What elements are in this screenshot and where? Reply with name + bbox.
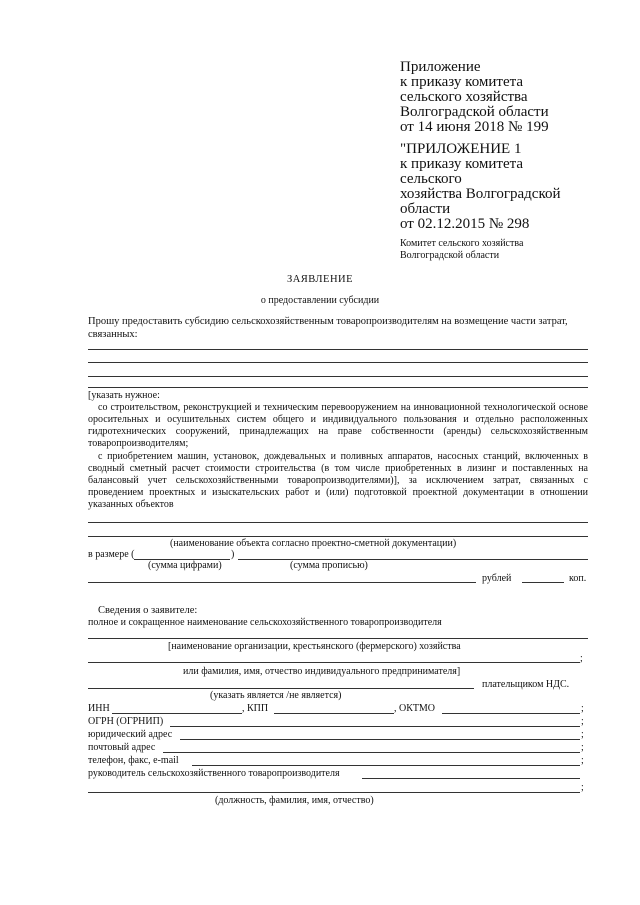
fill-line[interactable] [88,376,588,377]
appendix-line-1: Приложение [400,59,481,75]
rubles-label: рублей [482,573,512,584]
previous-appendix-line-1: "ПРИЛОЖЕНИЕ 1 [400,141,522,157]
object-caption: (наименование объекта согласно проектно-сметной документации) [170,538,457,549]
semicolon-mark: ; [581,703,584,714]
postal-address-label: почтовый адрес [88,742,156,753]
option-construction: со строительством, реконструкцией и техническим перевооружением на инновационной технологической основе оросительных и осушительных систем общего и индивидуального пользования и отдельно расположенных гидротехнических сооружений, принадлежащих на праве собственности (аренды) сельскохозяйственным товаропроизводителям; [88,402,588,449]
vat-label: плательщиком НДС. [482,679,570,690]
head-field-line[interactable] [88,792,580,793]
contacts-label: телефон, факс, e-mail [88,755,179,766]
oktmo-label: , ОКТМО [394,703,435,714]
amount-digits-caption: (сумма цифрами) [148,560,222,571]
object-name-line[interactable] [88,522,588,523]
semicolon-mark: ; [580,653,583,664]
fill-line[interactable] [88,387,588,388]
request-line-1: Прошу предоставить субсидию сельскохозяйственным товаропроизводителям на возмещение части затрат, [88,316,568,327]
addressee-line-2: Волгоградской области [400,250,500,261]
amount-rubles-field[interactable] [88,582,476,583]
head-label: руководитель сельскохозяйственного товаропроизводителя [88,768,340,779]
vat-caption: (указать является /не является) [210,690,342,701]
inn-field[interactable] [112,713,242,714]
semicolon-mark: ; [581,729,584,740]
vat-status-field[interactable] [88,688,474,689]
document-title: ЗАЯВЛЕНИЕ [286,274,354,285]
options-intro: [указать нужное: [88,390,160,401]
kpp-field[interactable] [274,713,394,714]
previous-appendix-line-5: области [400,201,451,217]
applicant-name-line[interactable] [88,662,580,663]
previous-appendix-line-3: сельского [400,171,462,187]
addressee-line-1: Комитет сельского хозяйства [400,238,524,249]
semicolon-mark: ; [581,755,584,766]
amount-close: ) [231,549,235,560]
kpp-label: , КПП [242,703,269,714]
organization-caption: [наименование организации, крестьянского (фермерского) хозяйства [168,641,461,652]
appendix-line-3: сельского хозяйства [400,89,528,105]
appendix-line-4: Волгоградской области [400,104,549,120]
legal-address-field[interactable] [180,739,580,740]
head-caption: (должность, фамилия, имя, отчество) [215,795,374,806]
kopecks-label: коп. [569,573,587,584]
appendix-line-5: от 14 июня 2018 № 199 [400,119,549,135]
semicolon-mark: ; [581,782,584,793]
option-equipment: с приобретением машин, установок, дождевальных и поливных аппаратов, насосных станций, включенных в сводный сметный расчет стоимости строительства (в том числе приобретенных в лизинг и поставленных на балансовый учет сельскохозяйственными товаропроизводителями)], за исключением затрат, связанных с проведением проектных и изыскательских работ и (или) подготовкой проектной документации в отношении указанных объектов [88,451,588,510]
appendix-header [400,60,549,135]
addressee [400,238,523,262]
object-name-line[interactable] [88,536,588,537]
legal-address-label: юридический адрес [88,729,173,740]
fill-line[interactable] [88,362,588,363]
previous-appendix-line-6: от 02.12.2015 № 298 [400,216,530,232]
appendix-line-2: к приказу комитета [400,74,524,90]
postal-address-field[interactable] [163,752,580,753]
ogrn-field[interactable] [170,726,580,727]
request-line-2: связанных: [88,329,138,340]
inn-label: ИНН [88,703,110,714]
applicant-name-label: полное и сокращенное наименование сельскохозяйственного товаропроизводителя [88,617,442,628]
applicant-heading: Сведения о заявителе: [98,605,198,616]
semicolon-mark: ; [581,742,584,753]
entrepreneur-caption: или фамилия, имя, отчество индивидуального предпринимателя] [183,666,461,677]
amount-kopecks-field[interactable] [522,582,564,583]
semicolon-mark: ; [581,716,584,727]
document-subtitle: о предоставлении субсидии [260,295,380,306]
oktmo-field[interactable] [442,713,580,714]
request-text [88,315,568,341]
amount-prefix: в размере ( [88,549,135,560]
applicant-name-line[interactable] [88,638,588,639]
fill-line[interactable] [88,349,588,350]
previous-appendix-line-4: хозяйства Волгоградской [400,186,561,202]
amount-words-caption: (сумма прописью) [290,560,368,571]
head-field[interactable] [362,778,580,779]
previous-appendix-line-2: к приказу комитета [400,156,524,172]
contacts-field[interactable] [192,765,580,766]
previous-appendix-header [400,142,561,232]
ogrn-label: ОГРН (ОГРНИП) [88,716,164,727]
